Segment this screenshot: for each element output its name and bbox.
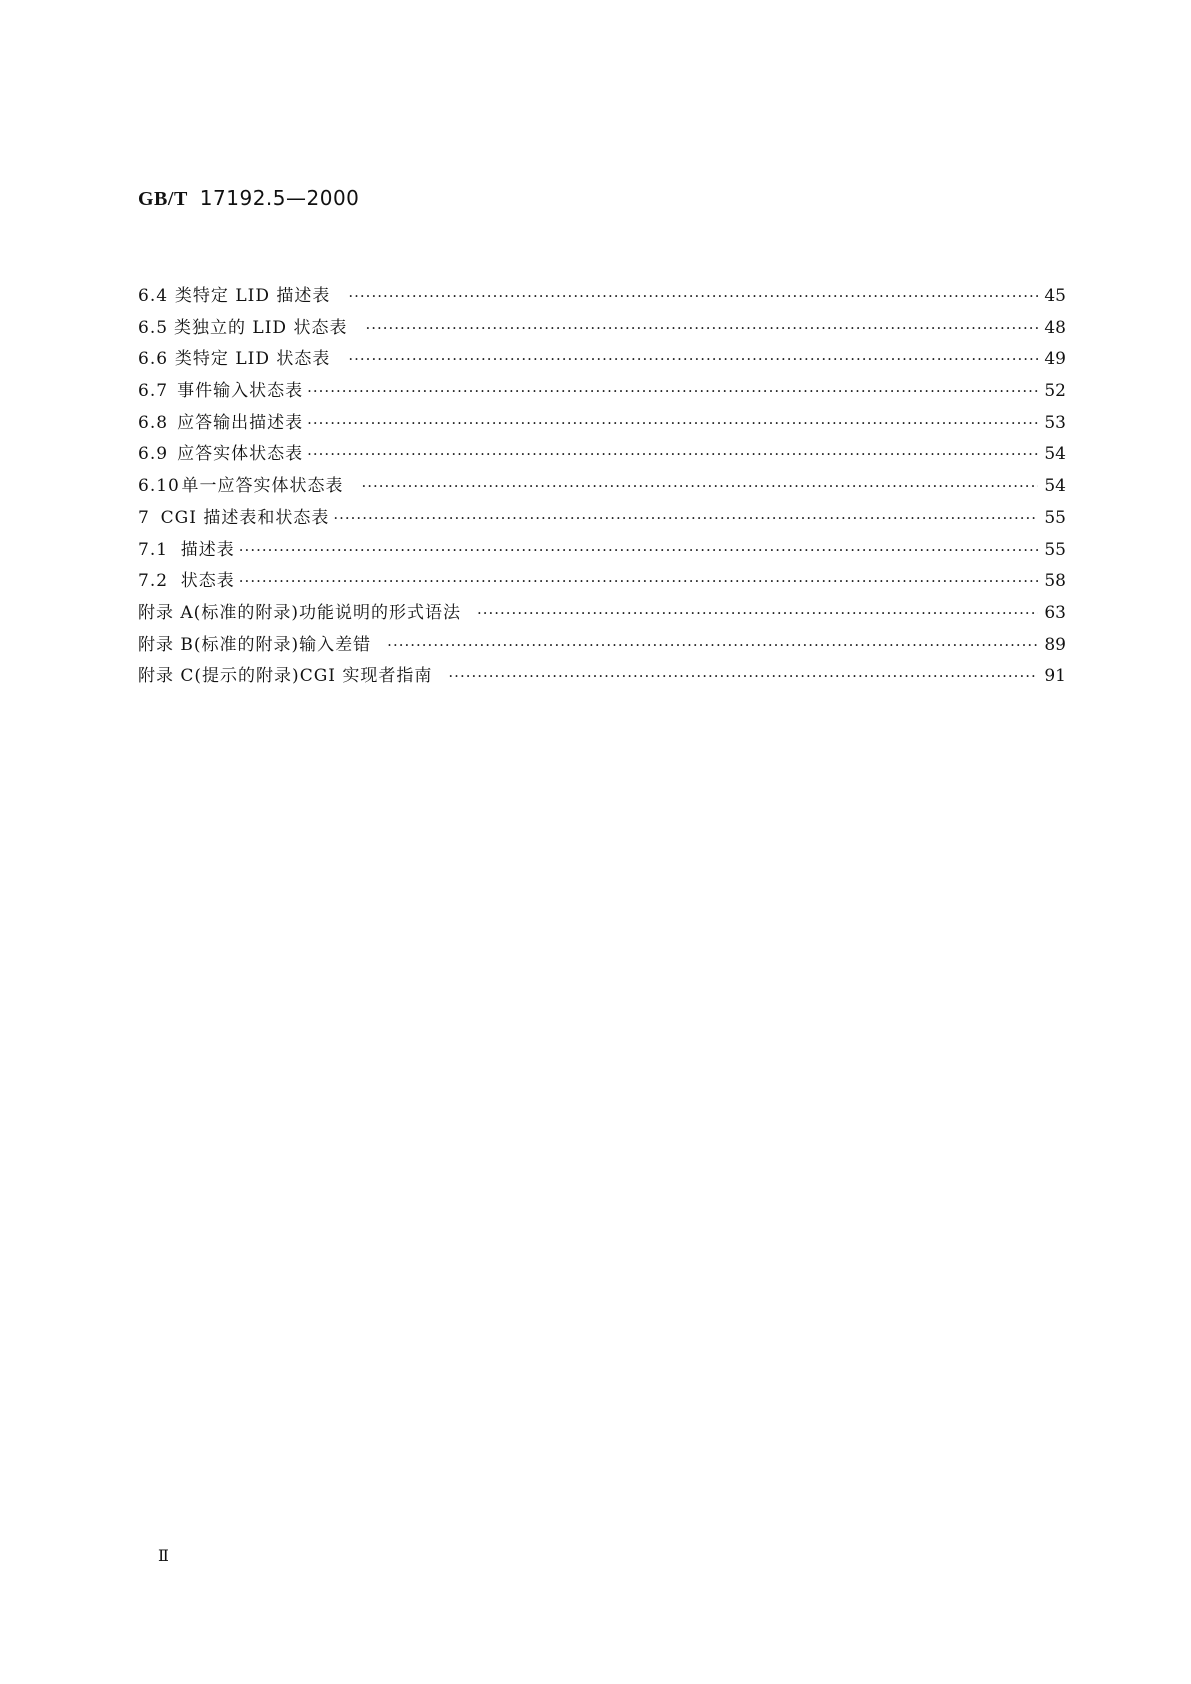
toc-entry-number: 附录 C(提示的附录) (138, 666, 300, 687)
toc-entry-page: 53 (1044, 412, 1066, 433)
toc-entry-number: 7.1 (138, 539, 169, 560)
toc-entry-7[interactable] (138, 503, 1066, 535)
toc-entry-6-4[interactable] (138, 281, 1066, 313)
toc-entry-number: 6.9 (138, 444, 169, 465)
toc-entry-number: 6.6 (138, 349, 169, 370)
toc-entry-title: 功能说明的形式语法 (298, 602, 461, 623)
toc-dot-leader (307, 445, 1038, 463)
toc-entry-title: 类特定 LID 状态表 (174, 349, 331, 370)
toc-entry-page: 54 (1044, 476, 1066, 497)
document-header (138, 186, 359, 211)
toc-entry-number: 附录 A(标准的附录) (138, 602, 299, 623)
toc-entry-title: 应答实体状态表 (177, 444, 304, 465)
toc-entry-6-9[interactable] (138, 439, 1066, 471)
page-folio: Ⅱ (158, 1546, 169, 1565)
toc-entry-number: 附录 B(标准的附录) (138, 634, 300, 655)
toc-entry-number: 7 (138, 507, 150, 528)
toc-entry-6-10[interactable] (138, 471, 1066, 503)
standard-number: 17192.5—2000 (199, 186, 360, 210)
toc-dot-leader (333, 509, 1038, 527)
toc-entry-page: 48 (1044, 317, 1066, 338)
toc-entry-number: 6.10 (138, 476, 180, 497)
toc-entry-title: 事件输入状态表 (177, 381, 304, 402)
toc-entry-page: 54 (1044, 444, 1066, 465)
toc-entry-number: 7.2 (138, 571, 169, 592)
toc-entry-appendix-c[interactable] (138, 661, 1066, 693)
toc-entry-title: 描述表 (180, 539, 235, 560)
toc-entry-number: 6.7 (138, 381, 169, 402)
toc-entry-page: 89 (1044, 634, 1066, 655)
toc-entry-title: 类特定 LID 描述表 (174, 286, 331, 306)
toc-entry-number: 6.5 (138, 317, 169, 338)
toc-entry-title: 类独立的 LID 状态表 (174, 317, 348, 338)
toc-dot-leader (239, 541, 1039, 559)
table-of-contents (138, 281, 1066, 693)
toc-entry-page: 49 (1044, 349, 1066, 370)
toc-dot-leader (307, 414, 1038, 432)
toc-dot-leader (365, 319, 1038, 337)
toc-entry-page: 55 (1044, 539, 1066, 560)
toc-entry-page: 45 (1044, 286, 1066, 306)
toc-entry-title: 状态表 (180, 571, 235, 592)
toc-entry-number: 6.4 (138, 286, 169, 306)
toc-dot-leader (448, 667, 1038, 685)
toc-entry-7-2[interactable] (138, 566, 1066, 598)
toc-entry-7-1[interactable] (138, 535, 1066, 567)
toc-dot-leader (348, 287, 1038, 305)
toc-dot-leader (239, 572, 1039, 590)
toc-entry-title: CGI 实现者指南 (299, 666, 433, 687)
toc-dot-leader (387, 636, 1038, 654)
toc-entry-page: 91 (1044, 666, 1066, 687)
toc-entry-title: 输入差错 (299, 634, 372, 655)
toc-entry-page: 55 (1044, 507, 1066, 528)
toc-entry-page: 63 (1044, 602, 1066, 623)
toc-dot-leader (477, 604, 1038, 622)
toc-entry-6-6[interactable] (138, 344, 1066, 376)
toc-entry-title: CGI 描述表和状态表 (160, 507, 330, 528)
standard-prefix: GB/T (138, 188, 188, 210)
toc-entry-page: 52 (1044, 381, 1066, 402)
toc-dot-leader (348, 350, 1038, 368)
toc-entry-number: 6.8 (138, 412, 169, 433)
toc-entry-appendix-b[interactable] (138, 630, 1066, 662)
toc-entry-6-7[interactable] (138, 376, 1066, 408)
toc-dot-leader (307, 382, 1038, 400)
toc-entry-appendix-a[interactable] (138, 598, 1066, 630)
toc-entry-title: 应答输出描述表 (177, 412, 304, 433)
toc-entry-page: 58 (1044, 571, 1066, 592)
toc-entry-6-8[interactable] (138, 408, 1066, 440)
toc-dot-leader (361, 477, 1038, 495)
toc-entry-title: 单一应答实体状态表 (181, 476, 344, 497)
toc-entry-6-5[interactable] (138, 313, 1066, 345)
